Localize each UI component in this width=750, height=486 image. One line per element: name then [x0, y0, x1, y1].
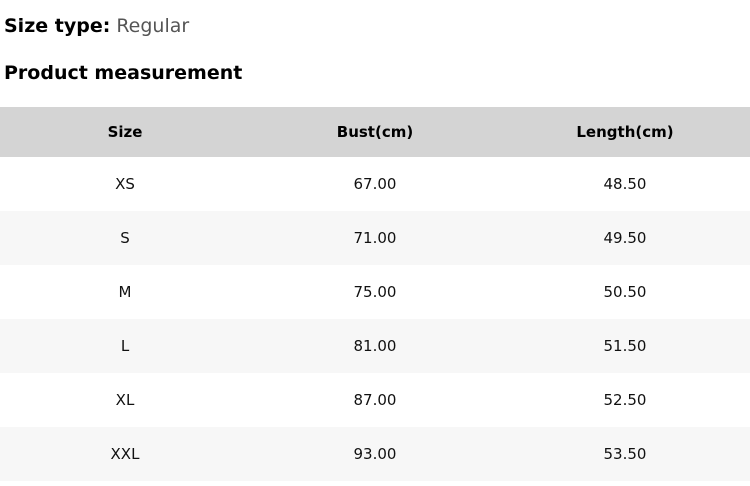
size-type-value: Regular — [116, 15, 190, 37]
table-header-row — [0, 107, 750, 157]
size-type-label: Size type: — [4, 15, 111, 37]
page-title: Product measurement — [4, 61, 243, 84]
cell-bust: 87.00 — [250, 373, 500, 427]
cell-length: 51.50 — [500, 319, 750, 373]
table-body — [0, 157, 750, 481]
cell-bust: 93.00 — [250, 427, 500, 481]
cell-length: 53.50 — [500, 427, 750, 481]
cell-size: XXL — [0, 427, 250, 481]
table-row — [0, 319, 750, 373]
size-type-row — [0, 0, 750, 39]
cell-length: 52.50 — [500, 373, 750, 427]
table-row — [0, 265, 750, 319]
cell-length: 50.50 — [500, 265, 750, 319]
cell-bust: 67.00 — [250, 157, 500, 211]
cell-bust: 81.00 — [250, 319, 500, 373]
table-row — [0, 373, 750, 427]
cell-length: 48.50 — [500, 157, 750, 211]
cell-size: XL — [0, 373, 250, 427]
product-measurement-table — [0, 107, 750, 481]
column-header-length: Length(cm) — [500, 107, 750, 157]
column-header-bust: Bust(cm) — [250, 107, 500, 157]
cell-bust: 75.00 — [250, 265, 500, 319]
cell-bust: 71.00 — [250, 211, 500, 265]
table-row — [0, 211, 750, 265]
table-row — [0, 427, 750, 481]
table-header — [0, 107, 750, 157]
cell-size: S — [0, 211, 250, 265]
column-header-size: Size — [0, 107, 250, 157]
table-row — [0, 157, 750, 211]
cell-length: 49.50 — [500, 211, 750, 265]
cell-size: XS — [0, 157, 250, 211]
cell-size: M — [0, 265, 250, 319]
cell-size: L — [0, 319, 250, 373]
